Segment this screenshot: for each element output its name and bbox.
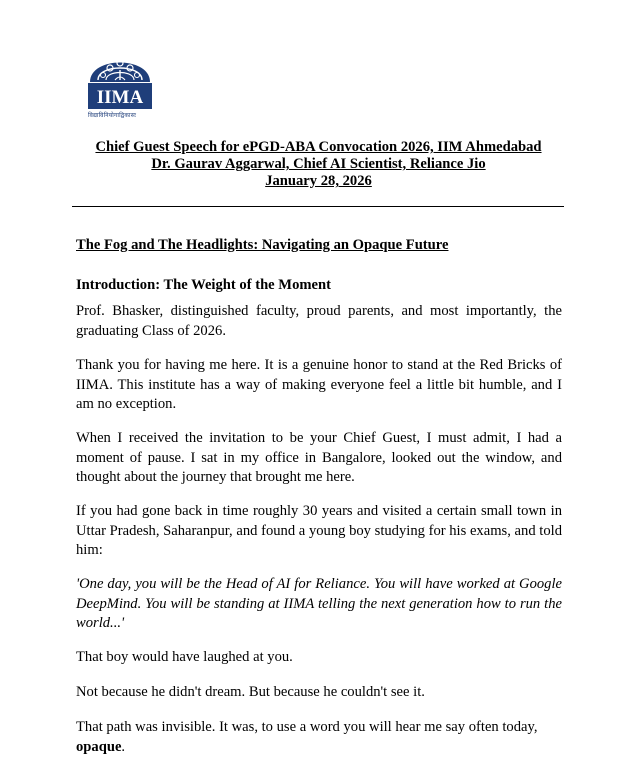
header-line-speaker: Dr. Gaurav Aggarwal, Chief AI Scientist, Reliance Jio xyxy=(151,156,486,172)
logo-wordmark: IIMA xyxy=(96,87,144,108)
logo-tagline: विद्याविनियोगाद्विकासः xyxy=(88,112,137,119)
iima-emblem-icon xyxy=(86,44,154,110)
paragraph-opaque xyxy=(76,718,562,757)
header-divider xyxy=(72,206,564,207)
header-line-event: Chief Guest Speech for ePGD-ABA Convocation 2026, IIM Ahmedabad xyxy=(95,139,542,155)
paragraph-couldnt-see: Not because he didn't dream. But because he couldn't see it. xyxy=(76,684,425,700)
paragraph-opaque-text: That path was invisible. It was, to use a word you will hear me say often today, xyxy=(76,719,538,735)
header-line-date: January 28, 2026 xyxy=(265,173,372,189)
paragraph-laughed: That boy would have laughed at you. xyxy=(76,649,293,665)
speech-header xyxy=(40,139,597,190)
iima-logo xyxy=(86,44,154,110)
section-heading: Introduction: The Weight of the Moment xyxy=(76,277,331,293)
emphasis-opaque: opaque xyxy=(76,738,122,755)
paragraph-quote: 'One day, you will be the Head of AI for Reliance. You will have worked at Google DeepMind. You will be standing at IIMA telling the next generation how to run the world...' xyxy=(76,576,562,631)
paragraph-greeting: Prof. Bhasker, distinguished faculty, proud parents, and most importantly, the graduating Class of 2026. xyxy=(76,303,562,339)
paragraph-opaque-period: . xyxy=(121,738,126,755)
paragraph-invitation: When I received the invitation to be your Chief Guest, I must admit, I had a moment of pause. I sat in my office in Bangalore, looked out the window, and thought about the journey that brought me here. xyxy=(76,430,562,485)
paragraph-thanks: Thank you for having me here. It is a genuine honor to stand at the Red Bricks of IIMA. This institute has a way of making everyone feel a little bit humble, and I am no exception. xyxy=(76,357,562,412)
paragraph-backstory: If you had gone back in time roughly 30 years and visited a certain small town in Uttar Pradesh, Saharanpur, and found a young boy studying for his exams, and told him: xyxy=(76,503,562,558)
speech-title: The Fog and The Headlights: Navigating an Opaque Future xyxy=(76,237,449,253)
